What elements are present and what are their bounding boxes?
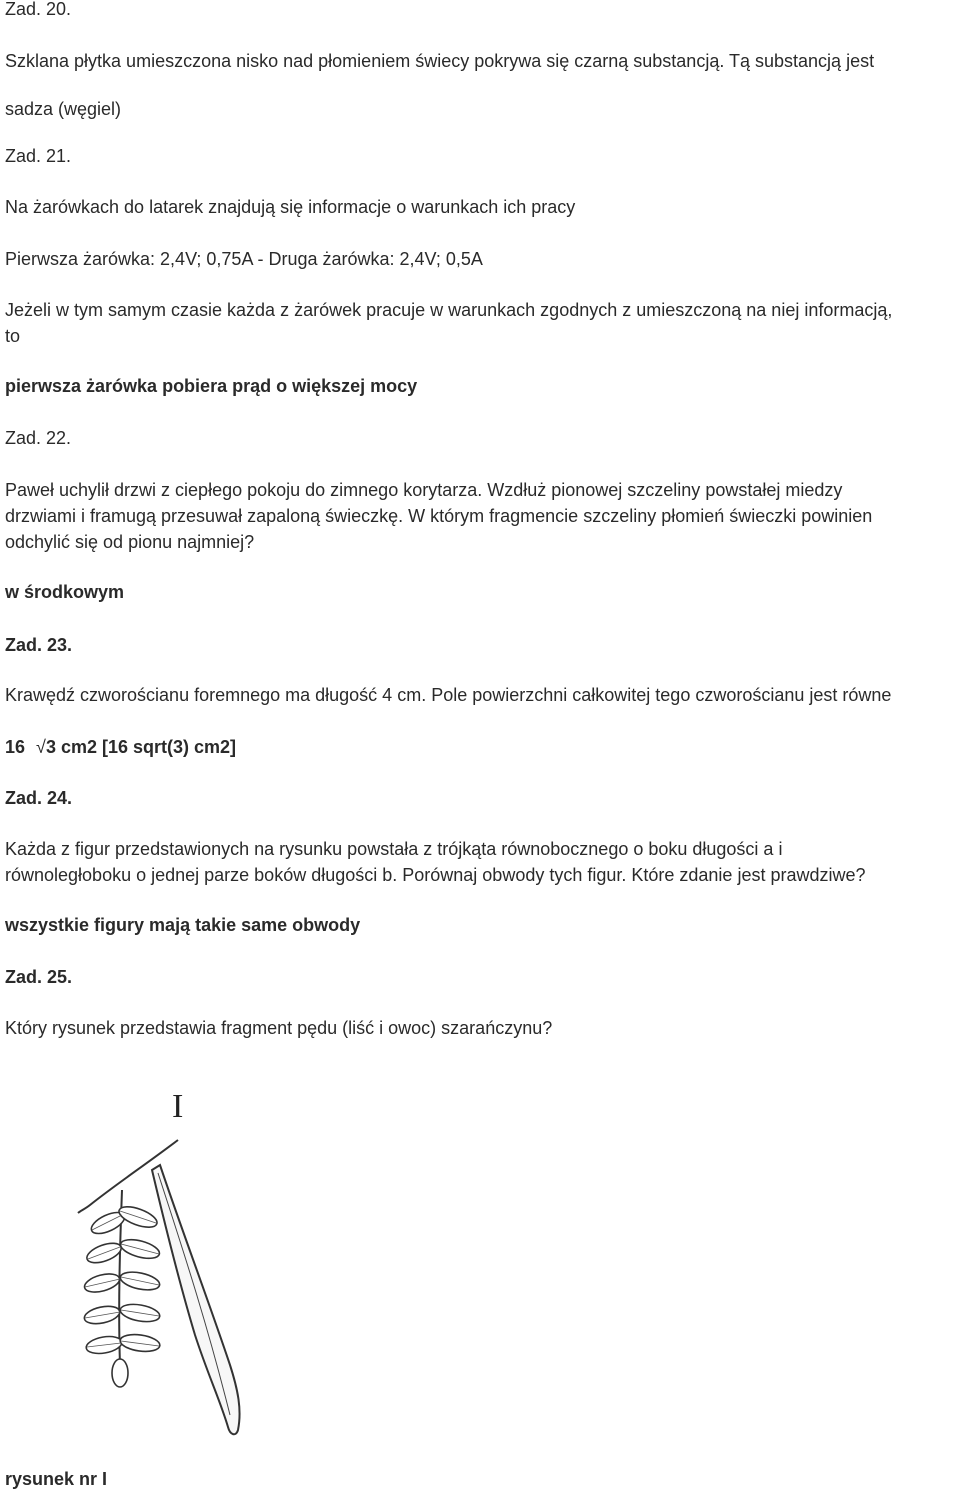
q23-heading: Zad. 23.	[5, 635, 73, 655]
q22-question-line1: Paweł uchylił drzwi z ciepłego pokoju do zimnego korytarza. Wzdłuż pionowej szczeliny powstałej miedzy	[5, 480, 843, 500]
q24-answer: wszystkie figury mają takie same obwody	[5, 915, 361, 935]
leaflet	[112, 1359, 128, 1387]
q24-question-line2: równoległoboku o jednej parze boków długości b. Porównaj obwody tych figur. Które zdanie jest prawdziwe?	[5, 865, 866, 885]
leaflet	[119, 1332, 161, 1353]
q25-question: Który rysunek przedstawia fragment pędu (liść i owoc) szarańczynu?	[5, 1018, 553, 1038]
q24-question-line1: Każda z figur przedstawionych na rysunku powstała z trójkąta równobocznego o boku długości a i	[5, 839, 783, 859]
q21-answer: pierwsza żarówka pobiera prąd o większej mocy	[5, 376, 418, 396]
plant-shoot-figure	[60, 1075, 250, 1445]
q23-answer-rest: 3 cm2 [16 sqrt(3) cm2]	[45, 737, 237, 757]
q20-question: Szklana płytka umieszczona nisko nad płomieniem świecy pokrywa się czarną substancją. Tą substancją jest	[5, 51, 875, 71]
q21-heading: Zad. 21.	[5, 146, 72, 166]
q21-question-line3b: to	[5, 326, 21, 346]
q21-question-line3a: Jeżeli w tym samym czasie każda z żarówek pracuje w warunkach zgodnych z umieszczoną na niej informacją,	[5, 300, 893, 320]
q24-heading: Zad. 24.	[5, 788, 73, 808]
q23-answer	[5, 734, 236, 760]
q25-heading: Zad. 25.	[5, 967, 73, 987]
locust-shoot-drawing	[60, 1075, 250, 1445]
q23-answer-prefix: 16	[5, 737, 26, 757]
q23-question: Krawędź czworościanu foremnego ma długość 4 cm. Pole powierzchni całkowitej tego czworościanu jest równe	[5, 685, 892, 705]
sqrt-icon: √	[36, 737, 46, 757]
q22-heading: Zad. 22.	[5, 428, 72, 448]
q21-question-line2: Pierwsza żarówka: 2,4V; 0,75A - Druga żarówka: 2,4V; 0,5A	[5, 249, 483, 269]
q22-question-line2: drzwiami i framugą przesuwał zapaloną świeczkę. W którym fragmencie szczeliny płomień świeczki powinien	[5, 506, 873, 526]
q25-answer: rysunek nr I	[5, 1469, 108, 1489]
q20-answer: sadza (węgiel)	[5, 99, 122, 119]
q22-question-line3: odchylić się od pionu najmniej?	[5, 532, 255, 552]
q21-question-line1: Na żarówkach do latarek znajdują się informacje o warunkach ich pracy	[5, 197, 576, 217]
seed-pod	[152, 1165, 240, 1434]
q20-heading: Zad. 20.	[5, 0, 72, 19]
figure-label: I	[172, 1088, 184, 1125]
leaflets	[83, 1203, 162, 1387]
q22-answer: w środkowym	[5, 582, 125, 602]
